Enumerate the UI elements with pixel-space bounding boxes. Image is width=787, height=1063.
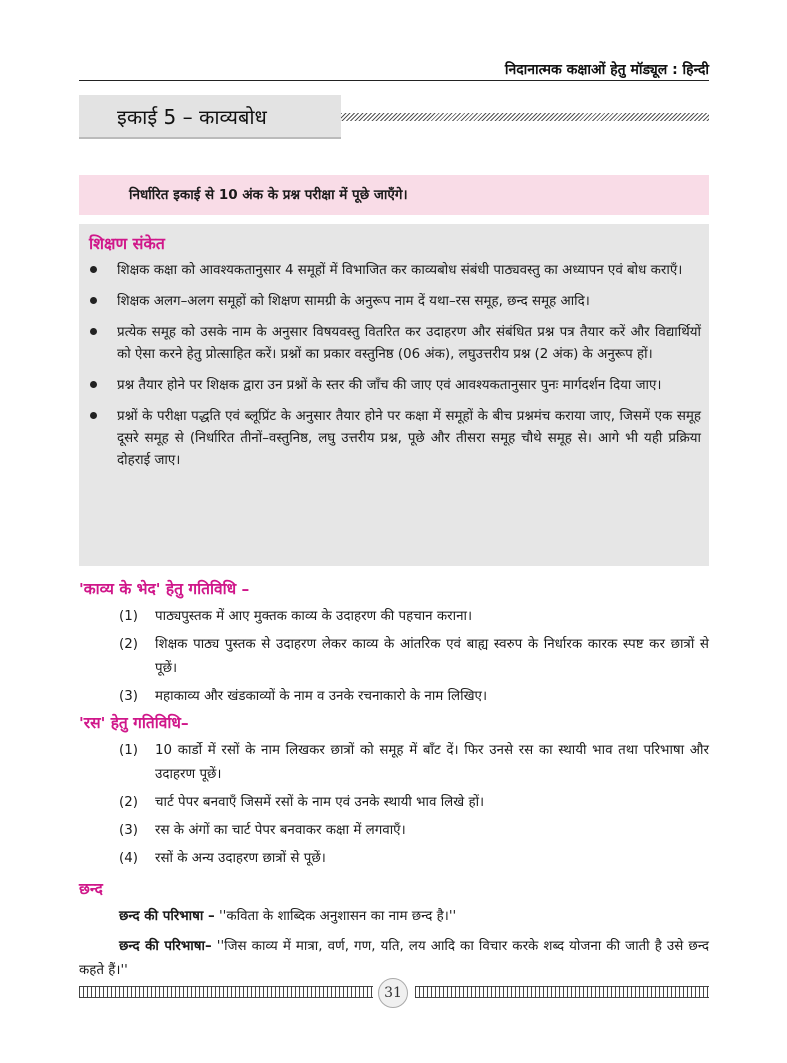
footer-border-right [415,986,709,998]
item-number: (1) [119,609,138,624]
list-item [89,322,701,366]
hint-text: प्रश्न तैयार होने पर शिक्षक द्वारा उन प्रश्नों के स्तर की जाँच की जाए एवं आवश्यकतानुसार पुनः मार्गदर्शन दिया जाए। [117,378,662,393]
list-item [79,819,709,843]
item-text: शिक्षक पाठ्य पुस्तक से उदाहरण लेकर काव्य के आंतरिक एवं बाह्य स्वरुप के निर्धारक कारक स्पष्ट कर छात्रों से पूछें। [155,637,709,676]
chhand-section [79,877,709,989]
list-item [79,791,709,815]
item-text: महाकाव्य और खंडकाव्यों के नाम व उनके रचनाकारो के नाम लिखिए। [155,689,488,704]
item-number: (3) [119,689,138,704]
hint-text: शिक्षक अलग–अलग समूहों को शिक्षण सामग्री के अनुरूप नाम दें यथा–रस समूह, छन्द समूह आदि। [117,294,590,309]
ras-activity-list [79,739,709,871]
list-item [79,605,709,629]
ras-activity-section [79,711,709,875]
list-item [79,633,709,681]
list-item [89,291,701,313]
definition-text: ''जिस काव्य में मात्रा, वर्ण, गण, यति, लय आदि का विचार करके शब्द योजना की जाती है उसे छन्द कहते हैं।'' [79,939,709,978]
teaching-hints-title: शिक्षण संकेत [89,234,165,253]
footer-border-left [79,986,373,998]
bullet-icon [90,412,97,419]
list-item [79,847,709,871]
list-item [79,685,709,709]
item-number: (2) [119,637,138,652]
item-text: 10 कार्डो में रसों के नाम लिखकर छात्रों को समूह में बाँट दें। फिर उनसे रस का स्थायी भाव तथा परिभाषा और उदाहरण पूछें। [155,743,709,782]
item-number: (2) [119,795,138,810]
teaching-hints-box [79,224,709,566]
hint-text: शिक्षक कक्षा को आवश्यकतानुसार 4 समूहों में विभाजित कर काव्यबोध संबंधी पाठ्यवस्तु का अध्यापन एवं बोध कराएँ। [117,263,683,278]
definition-label: छन्द की परिभाषा – [119,909,215,924]
list-item [89,406,701,472]
chhand-title: छन्द [79,880,103,898]
unit-title: इकाई 5 – काव्यबोध [79,95,341,139]
hint-text: प्रश्नों के परीक्षा पद्धति एवं ब्लूप्रिंट के अनुसार तैयार होने पर कक्षा में समूहों के बीच प्रश्नमंच कराया जाए, जिसमें एक समूह दूसरे समूह से (निर्धारित तीनों–वस्तुनिष्ठ, लघु उत्तरीय प्रश्न, पूछे और तीसरा समूह चौथे समूह से। आगे भी यही प्रक्रिया दोहराई जाए। [117,409,701,468]
list-item [89,260,701,282]
bullet-icon [90,297,97,304]
marks-notice: निर्धारित इकाई से 10 अंक के प्रश्न परीक्षा में पूछे जाएँगे। [79,175,709,215]
definition-text: ''कविता के शाब्दिक अनुशासन का नाम छन्द है।'' [218,909,457,924]
item-text: चार्ट पेपर बनवाएँ जिसमें रसों के नाम एवं उनके स्थायी भाव लिखे हों। [155,795,485,810]
item-text: पाठ्यपुस्तक में आए मुक्तक काव्य के उदाहरण की पहचान कराना। [155,609,473,624]
list-item [79,739,709,787]
unit-title-hatch [341,113,709,121]
hint-text: प्रत्येक समूह को उसके नाम के अनुसार विषयवस्तु वितरित कर उदाहरण और संबंधित प्रश्न पत्र तैयार करें और विद्यार्थियों को ऐसा करने हेतु प्रोत्साहित करें। प्रश्नों का प्रकार वस्तुनिष्ठ (06 अंक), लघुउत्तरीय प्रश्न (2 अंक) के अनुरूप हों। [117,325,701,362]
item-text: रस के अंगों का चार्ट पेपर बनवाकर कक्षा में लगवाएँ। [155,823,406,838]
chhand-definition-2 [79,935,709,983]
item-number: (1) [119,743,138,758]
bullet-icon [90,328,97,335]
chhand-definition-1 [79,905,709,929]
item-text: रसों के अन्य उदाहरण छात्रों से पूछें। [155,851,326,866]
list-item [89,375,701,397]
running-header: निदानात्मक कक्षाओं हेतु मॉड्यूल : हिन्दी [504,62,709,78]
header-rule [79,80,709,81]
definition-label: छन्द की परिभाषा– [119,939,212,954]
page-number: 31 [378,978,408,1008]
item-number: (3) [119,823,138,838]
kavya-activity-title: 'काव्य के भेद' हेतु गतिविधि – [79,580,250,598]
kavya-activity-list [79,605,709,709]
teaching-hints-list [89,260,701,472]
ras-activity-title: 'रस' हेतु गतिविधि– [79,714,189,732]
bullet-icon [90,266,97,273]
kavya-activity-section [79,577,709,713]
item-number: (4) [119,851,138,866]
bullet-icon [90,381,97,388]
